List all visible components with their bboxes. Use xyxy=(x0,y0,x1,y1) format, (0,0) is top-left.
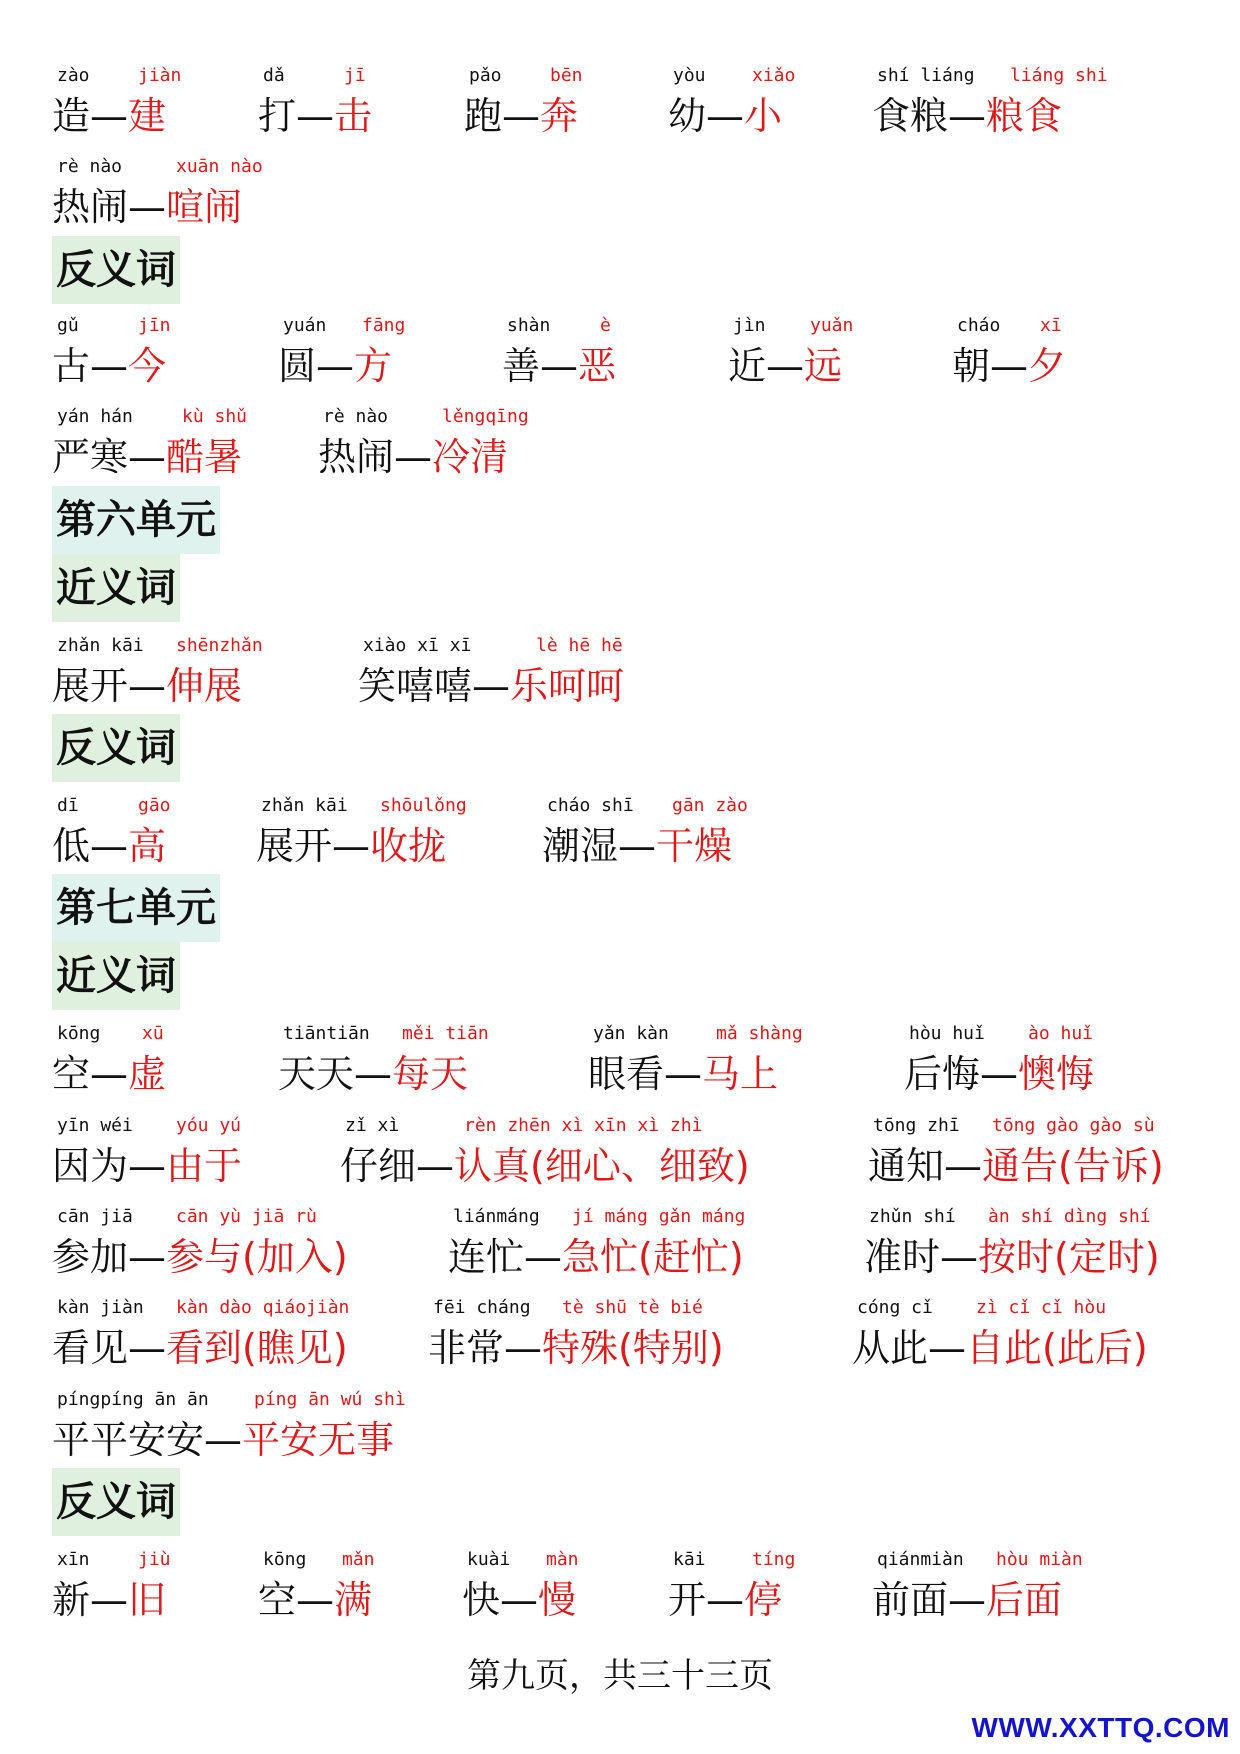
base-word: 圆 xyxy=(278,344,317,388)
left-pinyin: kāi xyxy=(673,1549,706,1570)
right-pinyin: rèn zhēn xì xīn xì zhì xyxy=(464,1115,703,1136)
base-word: 打 xyxy=(258,94,297,138)
answer-word: 建 xyxy=(128,94,167,138)
dash-separator: — xyxy=(90,94,129,138)
answer-word: 慢 xyxy=(538,1578,577,1622)
dash-separator: — xyxy=(502,94,541,138)
word-pair-text xyxy=(542,822,732,870)
dash-separator: — xyxy=(706,1578,745,1622)
dash-separator: — xyxy=(940,1235,979,1279)
left-pinyin: dī xyxy=(57,795,79,816)
answer-word: 参与(加入) xyxy=(166,1235,348,1279)
right-pinyin: àn shí dìng shí xyxy=(988,1206,1151,1227)
dash-separator: — xyxy=(618,824,657,868)
base-word: 朝 xyxy=(952,344,991,388)
answer-word: 按时(定时) xyxy=(978,1235,1160,1279)
base-word: 近 xyxy=(728,344,767,388)
left-pinyin: xiào xī xī xyxy=(363,635,472,656)
left-pinyin: yòu xyxy=(673,65,706,86)
section-heading: 反义词 xyxy=(52,1468,180,1536)
right-pinyin: jī xyxy=(344,65,366,86)
word-pair-text xyxy=(52,433,242,481)
dash-separator: — xyxy=(928,1326,967,1370)
right-pinyin: jīn xyxy=(138,315,171,336)
word-pair-text xyxy=(256,822,446,870)
dash-separator: — xyxy=(416,1144,455,1188)
answer-word: 认真(细心、细致) xyxy=(454,1144,750,1188)
word-pair-text xyxy=(904,1050,1094,1098)
answer-word: 满 xyxy=(334,1578,373,1622)
left-pinyin: hòu huǐ xyxy=(909,1023,985,1044)
answer-word: 后面 xyxy=(986,1578,1063,1622)
right-pinyin: yuǎn xyxy=(810,315,854,336)
base-word: 快 xyxy=(462,1578,501,1622)
answer-word: 马上 xyxy=(702,1052,779,1096)
word-pair-text xyxy=(462,1576,576,1624)
left-pinyin: cóng cǐ xyxy=(857,1297,933,1318)
right-pinyin: shōulǒng xyxy=(380,795,467,816)
left-pinyin: kōng xyxy=(263,1549,307,1570)
dash-separator: — xyxy=(204,1418,243,1462)
base-word: 非常 xyxy=(428,1326,505,1370)
right-pinyin: gān zào xyxy=(672,795,748,816)
left-pinyin: rè nào xyxy=(323,406,389,427)
answer-word: 干燥 xyxy=(656,824,733,868)
base-word: 空 xyxy=(52,1052,91,1096)
word-pair-text xyxy=(588,1050,778,1098)
word-pair-text xyxy=(52,1050,166,1098)
word-pair-text xyxy=(872,1576,1062,1624)
word-pair-text xyxy=(864,1233,1160,1281)
word-pair-text xyxy=(52,1324,348,1372)
base-word: 平平安安 xyxy=(52,1418,205,1462)
left-pinyin: qiánmiàn xyxy=(877,1549,964,1570)
right-pinyin: tíng xyxy=(752,1549,796,1570)
base-word: 食粮 xyxy=(872,94,949,138)
answer-word: 旧 xyxy=(128,1578,167,1622)
answer-word: 通告(告诉) xyxy=(982,1144,1164,1188)
answer-word: 小 xyxy=(744,94,783,138)
dash-separator: — xyxy=(944,1144,983,1188)
right-pinyin: mǎ shàng xyxy=(716,1023,803,1044)
left-pinyin: fēi cháng xyxy=(433,1297,531,1318)
section-heading: 反义词 xyxy=(52,714,180,782)
word-pair-text xyxy=(668,1576,782,1624)
right-pinyin: tōng gào gào sù xyxy=(992,1115,1155,1136)
base-word: 幼 xyxy=(668,94,707,138)
left-pinyin: yuán xyxy=(283,315,327,336)
base-word: 眼看 xyxy=(588,1052,665,1096)
base-word: 展开 xyxy=(256,824,333,868)
base-word: 展开 xyxy=(52,664,129,708)
right-pinyin: kàn dào qiáojiàn xyxy=(176,1297,350,1318)
word-pair-text xyxy=(52,1233,348,1281)
base-word: 热闹 xyxy=(318,435,395,479)
answer-word: 夕 xyxy=(1028,344,1067,388)
left-pinyin: yán hán xyxy=(57,406,133,427)
base-word: 空 xyxy=(258,1578,297,1622)
dash-separator: — xyxy=(332,824,371,868)
right-pinyin: xuān nào xyxy=(176,156,263,177)
dash-separator: — xyxy=(980,1052,1019,1096)
dash-separator: — xyxy=(316,344,355,388)
right-pinyin: màn xyxy=(546,1549,579,1570)
base-word: 潮湿 xyxy=(542,824,619,868)
watermark: WWW.XXTTQ.COM xyxy=(971,1712,1230,1743)
section-heading: 近义词 xyxy=(52,554,180,622)
dash-separator: — xyxy=(706,94,745,138)
left-pinyin: zhǔn shí xyxy=(869,1206,956,1227)
base-word: 后悔 xyxy=(904,1052,981,1096)
base-word: 因为 xyxy=(52,1144,129,1188)
answer-word: 乐呵呵 xyxy=(510,664,625,708)
base-word: 低 xyxy=(52,824,91,868)
base-word: 参加 xyxy=(52,1235,129,1279)
word-pair-text xyxy=(52,1142,242,1190)
left-pinyin: cān jiā xyxy=(57,1206,133,1227)
word-row xyxy=(0,1205,1240,1285)
word-pair-text xyxy=(340,1142,750,1190)
left-pinyin: tiāntiān xyxy=(283,1023,370,1044)
answer-word: 喧闹 xyxy=(166,185,243,229)
answer-word: 平安无事 xyxy=(242,1418,395,1462)
word-row xyxy=(0,1548,1240,1628)
left-pinyin: shàn xyxy=(507,315,551,336)
left-pinyin: kōng xyxy=(57,1023,101,1044)
section-heading: 反义词 xyxy=(52,236,180,304)
word-pair-text xyxy=(872,92,1062,140)
right-pinyin: zì cǐ cǐ hòu xyxy=(976,1297,1107,1318)
base-word: 从此 xyxy=(852,1326,929,1370)
dash-separator: — xyxy=(524,1235,563,1279)
dash-separator: — xyxy=(90,344,129,388)
base-word: 古 xyxy=(52,344,91,388)
right-pinyin: xū xyxy=(142,1023,164,1044)
right-pinyin: jiù xyxy=(138,1549,171,1570)
right-pinyin: tè shū tè bié xyxy=(562,1297,703,1318)
word-pair-text xyxy=(258,1576,372,1624)
left-pinyin: zào xyxy=(57,65,90,86)
section-heading: 近义词 xyxy=(52,942,180,1010)
word-row xyxy=(0,155,1240,235)
word-pair-text xyxy=(852,1324,1148,1372)
section-heading: 第六单元 xyxy=(52,486,220,554)
base-word: 严寒 xyxy=(52,435,129,479)
left-pinyin: cháo shī xyxy=(547,795,634,816)
dash-separator: — xyxy=(128,185,167,229)
answer-word: 击 xyxy=(334,94,373,138)
base-word: 跑 xyxy=(464,94,503,138)
left-pinyin: cháo xyxy=(957,315,1001,336)
answer-word: 奔 xyxy=(540,94,579,138)
left-pinyin: zhǎn kāi xyxy=(261,795,348,816)
answer-word: 由于 xyxy=(166,1144,243,1188)
dash-separator: — xyxy=(128,1235,167,1279)
word-row xyxy=(0,314,1240,394)
word-pair-text xyxy=(278,1050,468,1098)
right-pinyin: lěngqīng xyxy=(442,406,529,427)
right-pinyin: shēnzhǎn xyxy=(176,635,263,656)
right-pinyin: xiǎo xyxy=(752,65,796,86)
left-pinyin: yīn wéi xyxy=(57,1115,133,1136)
left-pinyin: gǔ xyxy=(57,315,79,336)
dash-separator: — xyxy=(500,1578,539,1622)
answer-word: 虚 xyxy=(128,1052,167,1096)
base-word: 新 xyxy=(52,1578,91,1622)
word-row xyxy=(0,405,1240,485)
word-pair-text xyxy=(502,342,616,390)
word-pair-text xyxy=(258,92,372,140)
dash-separator: — xyxy=(990,344,1029,388)
word-pair-text xyxy=(868,1142,1164,1190)
dash-separator: — xyxy=(504,1326,543,1370)
right-pinyin: xī xyxy=(1040,315,1062,336)
word-row xyxy=(0,1114,1240,1194)
left-pinyin: dǎ xyxy=(263,65,285,86)
left-pinyin: jìn xyxy=(733,315,766,336)
left-pinyin: tōng zhī xyxy=(873,1115,960,1136)
dash-separator: — xyxy=(90,1578,129,1622)
right-pinyin: měi tiān xyxy=(402,1023,489,1044)
right-pinyin: ào huǐ xyxy=(1028,1023,1094,1044)
word-row xyxy=(0,1296,1240,1376)
word-pair-text xyxy=(318,433,508,481)
left-pinyin: kàn jiàn xyxy=(57,1297,144,1318)
right-pinyin: fāng xyxy=(362,315,406,336)
base-word: 造 xyxy=(52,94,91,138)
dash-separator: — xyxy=(296,1578,335,1622)
base-word: 前面 xyxy=(872,1578,949,1622)
dash-separator: — xyxy=(948,1578,987,1622)
dash-separator: — xyxy=(128,1326,167,1370)
word-pair-text xyxy=(668,92,782,140)
answer-word: 停 xyxy=(744,1578,783,1622)
word-pair-text xyxy=(52,1416,394,1464)
left-pinyin: píngpíng ān ān xyxy=(57,1389,209,1410)
answer-word: 远 xyxy=(804,344,843,388)
answer-word: 收拢 xyxy=(370,824,447,868)
left-pinyin: kuài xyxy=(467,1549,511,1570)
dash-separator: — xyxy=(90,824,129,868)
answer-word: 懊悔 xyxy=(1018,1052,1095,1096)
left-pinyin: yǎn kàn xyxy=(593,1023,669,1044)
right-pinyin: hòu miàn xyxy=(996,1549,1083,1570)
right-pinyin: lè hē hē xyxy=(536,635,623,656)
dash-separator: — xyxy=(948,94,987,138)
base-word: 通知 xyxy=(868,1144,945,1188)
left-pinyin: pǎo xyxy=(469,65,502,86)
answer-word: 急忙(赶忙) xyxy=(562,1235,744,1279)
answer-word: 方 xyxy=(354,344,393,388)
dash-separator: — xyxy=(664,1052,703,1096)
base-word: 天天 xyxy=(278,1052,355,1096)
dash-separator: — xyxy=(296,94,335,138)
dash-separator: — xyxy=(394,435,433,479)
right-pinyin: kù shǔ xyxy=(182,406,248,427)
word-row xyxy=(0,1022,1240,1102)
word-pair-text xyxy=(428,1324,724,1372)
answer-word: 看到(瞧见) xyxy=(166,1326,348,1370)
answer-word: 自此(此后) xyxy=(966,1326,1148,1370)
base-word: 开 xyxy=(668,1578,707,1622)
answer-word: 恶 xyxy=(578,344,617,388)
answer-word: 高 xyxy=(128,824,167,868)
word-pair-text xyxy=(464,92,578,140)
answer-word: 伸展 xyxy=(166,664,243,708)
base-word: 笑嘻嘻 xyxy=(358,664,473,708)
left-pinyin: rè nào xyxy=(57,156,123,177)
left-pinyin: shí liáng xyxy=(877,65,975,86)
right-pinyin: jiàn xyxy=(138,65,182,86)
dash-separator: — xyxy=(354,1052,393,1096)
answer-word: 每天 xyxy=(392,1052,469,1096)
base-word: 连忙 xyxy=(448,1235,525,1279)
right-pinyin: liáng shi xyxy=(1010,65,1108,86)
right-pinyin: gāo xyxy=(138,795,171,816)
left-pinyin: liánmáng xyxy=(453,1206,540,1227)
left-pinyin: zǐ xì xyxy=(345,1115,400,1136)
left-pinyin: zhǎn kāi xyxy=(57,635,144,656)
right-pinyin: yóu yú xyxy=(176,1115,242,1136)
base-word: 热闹 xyxy=(52,185,129,229)
word-pair-text xyxy=(52,92,166,140)
answer-word: 冷清 xyxy=(432,435,509,479)
right-pinyin: mǎn xyxy=(342,1549,375,1570)
right-pinyin: píng ān wú shì xyxy=(254,1389,406,1410)
word-pair-text xyxy=(52,1576,166,1624)
word-pair-text xyxy=(358,662,624,710)
word-pair-text xyxy=(448,1233,744,1281)
answer-word: 特殊(特别) xyxy=(542,1326,724,1370)
word-pair-text xyxy=(52,342,166,390)
left-pinyin: xīn xyxy=(57,1549,90,1570)
right-pinyin: jí máng gǎn máng xyxy=(572,1206,746,1227)
right-pinyin: è xyxy=(600,315,611,336)
dash-separator: — xyxy=(128,1144,167,1188)
right-pinyin: cān yù jiā rù xyxy=(176,1206,317,1227)
page-footer: 第九页，共三十三页 xyxy=(467,1656,773,1696)
word-pair-text xyxy=(52,662,242,710)
word-row xyxy=(0,794,1240,874)
base-word: 准时 xyxy=(864,1235,941,1279)
word-row xyxy=(0,64,1240,144)
word-pair-text xyxy=(52,822,166,870)
word-pair-text xyxy=(278,342,392,390)
word-pair-text xyxy=(952,342,1066,390)
answer-word: 粮食 xyxy=(986,94,1063,138)
word-row xyxy=(0,634,1240,714)
word-row xyxy=(0,1388,1240,1468)
dash-separator: — xyxy=(472,664,511,708)
answer-word: 酷暑 xyxy=(166,435,243,479)
base-word: 善 xyxy=(502,344,541,388)
word-pair-text xyxy=(52,183,242,231)
base-word: 看见 xyxy=(52,1326,129,1370)
right-pinyin: bēn xyxy=(550,65,583,86)
dash-separator: — xyxy=(90,1052,129,1096)
dash-separator: — xyxy=(128,664,167,708)
section-heading: 第七单元 xyxy=(52,874,220,942)
answer-word: 今 xyxy=(128,344,167,388)
dash-separator: — xyxy=(766,344,805,388)
dash-separator: — xyxy=(540,344,579,388)
dash-separator: — xyxy=(128,435,167,479)
word-pair-text xyxy=(728,342,842,390)
base-word: 仔细 xyxy=(340,1144,417,1188)
